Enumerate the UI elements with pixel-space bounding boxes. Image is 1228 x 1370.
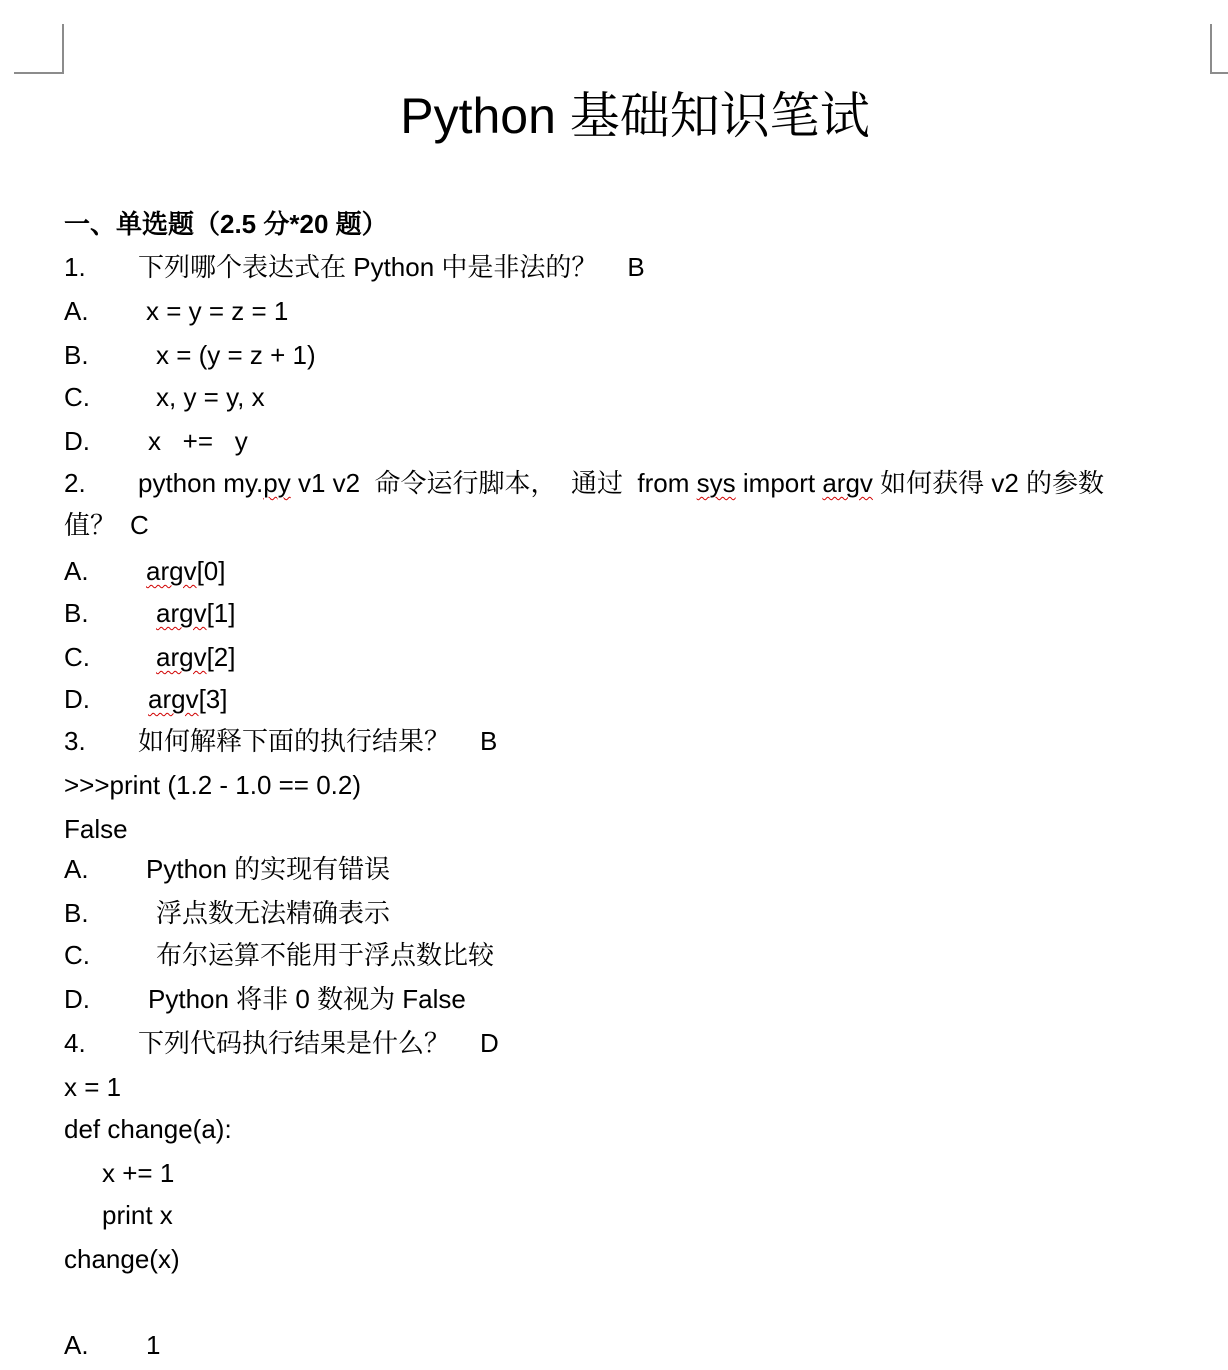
option-label: D. (64, 684, 90, 714)
option-text: [0] (196, 556, 226, 586)
question-number: 2. (64, 468, 86, 498)
option-label: C. (64, 382, 90, 412)
option-label: B. (64, 598, 89, 628)
option (64, 295, 288, 327)
option-text: x += y (148, 426, 248, 456)
spellcheck-word: argv (156, 598, 207, 628)
option-text: Python 将非 0 数视为 False (148, 984, 466, 1014)
code-line-indented: x += 1 (102, 1158, 175, 1188)
option (64, 897, 390, 929)
crop-mark-top-right-horizontal (1210, 72, 1228, 74)
question-text: 下列代码执行结果是什么？ (138, 1028, 451, 1058)
question-1 (64, 251, 645, 283)
crop-mark-top-left-vertical (62, 24, 64, 74)
option (64, 339, 316, 371)
question-answer: B (480, 726, 498, 756)
spellcheck-word: argv (156, 642, 207, 672)
option-label: A. (64, 1330, 89, 1360)
option (64, 381, 265, 413)
option-text: 布尔运算不能用于浮点数比较 (156, 940, 495, 970)
question-text-part: 如何获得 v2 的参数 (872, 468, 1105, 498)
code-line: False (64, 814, 128, 844)
option-text: x, y = y, x (156, 382, 265, 412)
question-number: 4. (64, 1028, 86, 1058)
option-label: C. (64, 642, 90, 672)
question-text-part: import (735, 468, 823, 498)
option (64, 853, 390, 885)
spellcheck-word: argv (146, 556, 197, 586)
option-label: A. (64, 854, 89, 884)
option-text: x = (y = z + 1) (156, 340, 316, 370)
code-line: x = 1 (64, 1072, 122, 1102)
code-line-indented: print x (102, 1200, 173, 1230)
crop-mark-top-right-vertical (1210, 24, 1212, 74)
option (64, 983, 466, 1015)
question-2-continued (64, 509, 149, 541)
option (64, 683, 228, 715)
option-text: 浮点数无法精确表示 (156, 898, 391, 928)
option (64, 641, 236, 673)
question-answer: D (480, 1028, 499, 1058)
question-text: 如何解释下面的执行结果？ (138, 726, 451, 756)
option (64, 1329, 160, 1361)
option-text: Python 的实现有错误 (146, 854, 391, 884)
code-line: change(x) (64, 1244, 180, 1274)
option (64, 425, 248, 457)
question-number: 1. (64, 252, 86, 282)
question-text: 下列哪个表达式在 Python 中是非法的？ (138, 252, 598, 282)
option-label: B. (64, 340, 89, 370)
option-text: [1] (206, 598, 236, 628)
code-line: def change(a): (64, 1114, 232, 1144)
question-number: 3. (64, 726, 86, 756)
code-line: >>>print (1.2 - 1.0 == 0.2) (64, 770, 362, 800)
option-label: A. (64, 296, 89, 326)
question-answer: C (130, 510, 149, 540)
option (64, 597, 236, 629)
option-label: D. (64, 426, 90, 456)
option-text: [3] (198, 684, 228, 714)
option-text: [2] (206, 642, 236, 672)
option-label: D. (64, 984, 90, 1014)
question-answer: B (627, 252, 645, 282)
document-title: Python 基础知识笔试 (400, 88, 870, 144)
spellcheck-word: sys (696, 468, 736, 498)
option-label: B. (64, 898, 89, 928)
question-text-part: v1 v2 命令运行脚本， 通过 from (290, 468, 697, 498)
crop-mark-top-left-horizontal (14, 72, 64, 74)
option (64, 939, 494, 971)
option-label: C. (64, 940, 90, 970)
question-4 (64, 1027, 499, 1059)
option-text: x = y = z = 1 (146, 296, 289, 326)
option (64, 555, 226, 587)
spellcheck-word: py (263, 468, 291, 498)
spellcheck-word: argv (822, 468, 873, 498)
section-heading: 一、单选题（2.5 分*20 题） (64, 209, 388, 239)
option-text: 1 (146, 1330, 161, 1360)
spellcheck-word: argv (148, 684, 199, 714)
option-label: A. (64, 556, 89, 586)
question-text-part: 值？ (64, 510, 117, 540)
question-text-part: python my. (138, 468, 264, 498)
question-2 (64, 467, 1104, 499)
question-3 (64, 725, 497, 757)
